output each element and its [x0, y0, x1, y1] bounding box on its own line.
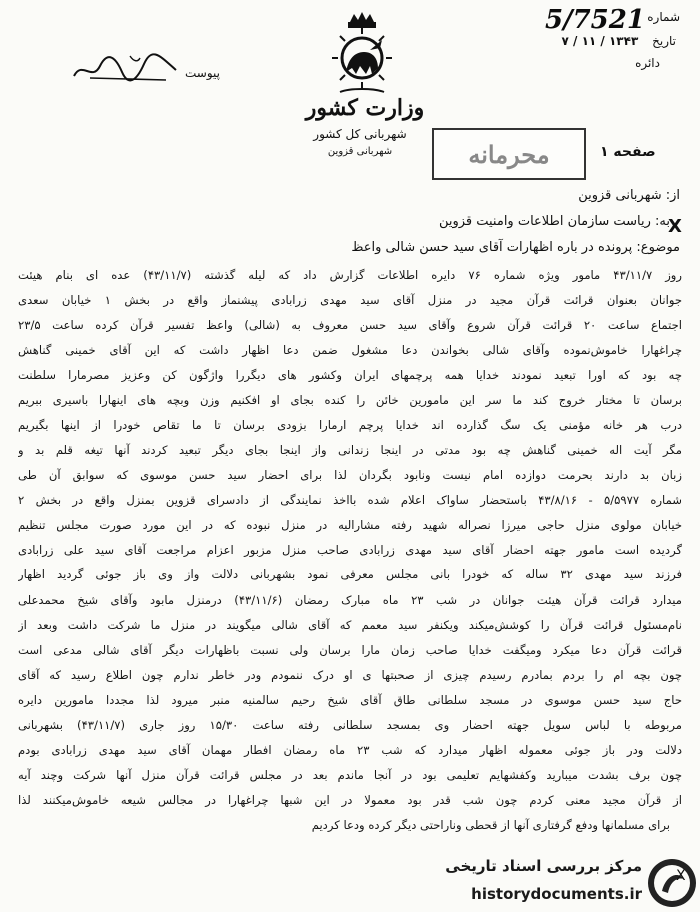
archive-logo-icon [646, 857, 698, 909]
body-line: حاج سید حسن موسوی در مسجد سلطانی طاق آقای شیخ رحیم سالمنیه منبر میرود لذا مجددا مامورین دایره [18, 693, 682, 707]
to-line: به: ریاست سازمان اطلاعات وامنیت قزوین [438, 214, 670, 229]
margin-x-mark: X [668, 216, 682, 237]
date-row [562, 34, 677, 48]
lion-and-sun-emblem-icon [330, 12, 394, 100]
body-line: درب هر خانه مؤمنی یک سگ گذارده اند خدایا پرچم ارمارا بزودی برسان تا ما تقاص خودرا از اینها بگیریم [18, 418, 682, 432]
department-label: دائره [635, 56, 660, 70]
body-line: دلالت ودر باز جوئی معموله اظهار میدارد که شب ۲۳ ماه رمضان افطار مهمان آقای سید مهدی زرابادی بودم [18, 743, 682, 757]
watermark-url: historydocuments.ir [471, 885, 642, 903]
body-line: میدارد قرائت قرآن هیئت جوانان در شب ۲۳ ماه مبارک رمضان (۴۳/۱۱/۶) درمنزل مابود وآقای شیخ محمدعلی [18, 593, 682, 607]
local-police-title: شهربانی قزوین [327, 146, 393, 157]
body-line: چه بود که اورا تبعید نمودند خدایا همه پرچمهای ایران وکشور های دیگررا واژگون کن وعزیز مصرمارا سلطنت [18, 368, 682, 382]
body-line: چون بچه ام را بردم بمادرم رسیدم چیزی از صحبتها ی او درک ننمودم ودر خاطر ندارم چون اطلاع رسید که آقای [18, 668, 682, 682]
body-line: نام‌مسئول قرائت قرآن را کوشش‌میکند ویکنفر سید معمم که آقای شالی میگویند در منزل ما شرکت داشت وبعد از [18, 618, 682, 632]
handwritten-document-number: 5/7521 [545, 5, 645, 35]
confidential-stamp: محرمانه [432, 128, 586, 180]
body-line: چون برف بشدت میبارید وکفشهایم تعلیمی بود در آنجا ماندم بعد در مجلس قرائت قرآن منزل آنها شرکت وچند آیه [18, 768, 682, 782]
body-line: مگر آیت اله خمینی گناهش چه بود مدتی در اینجا زندانی واز اینجا بجای دیگر تبعید کردند آنها تیغه قلم بد و [18, 443, 682, 457]
handwritten-signature [70, 52, 180, 86]
page-label: صفحه ۱ [600, 144, 656, 160]
body-line: زبان بد دارند بحرمت دوازده امام نیست ونابود بگردان لذا برای احضار سید حسن موسوی که سوابق آن طی [18, 468, 682, 482]
body-line: گردیده است مامور جهته احضار آقای سید مهدی زرابادی صاحب منزل مزبور اعزام مراجعت آقای سید علی زرابادی [18, 543, 682, 557]
subject-line: موضوع: پرونده در باره اظهارات آقای سید حسن شالی واعظ [351, 240, 680, 255]
bottom-margin-mark: X [676, 868, 686, 884]
body-line: برای مسلمانها ودفع گرفتاری آنها از قحطی وناراحتی دیگر کرده ودعا کردیم [311, 818, 670, 832]
body-line: فرزند سید مهدی ۳۲ ساله که خودرا بانی مجلس معرفی نمود بشهربانی دلالت واز وی باز جوئی گردید اظهار [18, 567, 682, 581]
body-line: خیابان مولوی منزل حاجی میرزا نصراله شهید رفته مشارالیه در منزل نبوده که در این مورد صورت مجلس تنظیم [18, 518, 682, 532]
from-line: از: شهربانی قزوین [578, 188, 680, 203]
watermark-title: مرکز بررسی اسناد تاریخی [445, 857, 642, 875]
archive-watermark [388, 855, 698, 912]
body-line: چراغهارا خاموش‌نموده وآقای شالی بخواندن دعا مشغول ضمن دعا اظهار داشت که این آقای خمینی گناهش [18, 343, 682, 357]
body-line: مربوطه با لباس سویل جهته احضار وی بمسجد سلطانی رفته ساعت ۱۵/۳۰ روز جاری (۴۳/۱۱/۷) بشهربانی [18, 718, 682, 732]
body-line: از قرآن مجید معنی کردم چون شب قدر بود معمولا در این شبها چراغهارا در مجالس شیعه خاموش‌میکنند لذا [18, 793, 682, 807]
body-line: روز ۴۳/۱۱/۷ مامور ویژه شماره ۷۶ دایره اطلاعات گزارش داد که لیله گذشته (۴۳/۱۱/۷) عده ای بنام هیئت [18, 268, 682, 282]
date-value: ۱۳۴۳ / ۱۱ / ۷ [561, 34, 639, 48]
body-line: برسان تا مختار خروج کند ما سر این مامورین خائن را کنده بجای او افکنیم وزن وبچه های اینهارا باسیری ببریم [18, 393, 682, 407]
attachment-label: پیوست [185, 66, 220, 80]
date-label: تاریخ [652, 34, 676, 48]
body-line: قرائت قرآن دعا میکرد وميگفت خدایا صاحب زمان مارا برسان ولی نسبت باظهارات دیگر آقای شالی مدعی است [18, 643, 682, 657]
general-police-title: شهربانی کل کشور [313, 127, 407, 141]
body-line: جوانان بعنوان قرائت قرآن مجید در منزل آقای سید مهدی زرابادی پیشنماز واقع در بخش ۱ خیابان سعدی [18, 293, 682, 307]
body-line: اجتماع ساعت ۲۰ قرائت قرآن شروع وآقای سید حسن معروف به (شالی) واعظ تفسیر قرآن کرده ساعت ۲۳/۵ [18, 318, 682, 332]
ministry-title: وزارت کشور [305, 95, 425, 121]
number-label: شماره [647, 10, 680, 24]
body-line: شماره ۵/۵۹۷۷ - ۴۳/۸/۱۶ باستحضار ساواک اعلام شده بااخذ نمایندگی از دادسرای قزوین بمنزل واقع در بخش ۲ [18, 493, 682, 507]
